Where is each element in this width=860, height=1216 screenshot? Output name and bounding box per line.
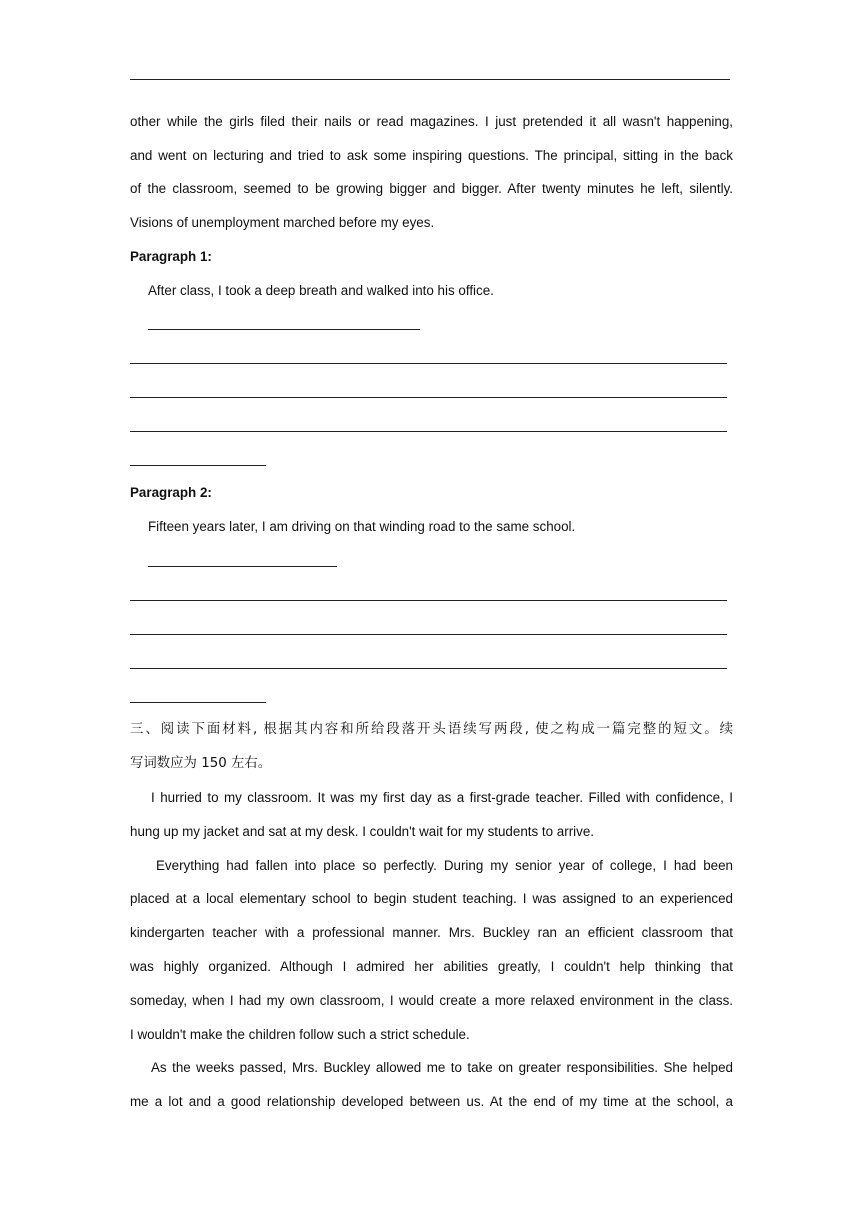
passage-line-2: and went on lecturing and tried to ask some inspiring questions. The principal, sitting in the back — [130, 148, 733, 163]
answer-line — [130, 363, 727, 364]
answer-line — [130, 634, 727, 635]
paragraph1-heading: Paragraph 1: — [130, 249, 212, 264]
story-line-7: someday, when I had my own classroom, I would create a more relaxed environment in the class. — [130, 993, 733, 1008]
paragraph2-opening: Fifteen years later, I am driving on that winding road to the same school. — [148, 519, 576, 534]
passage-line-4: Visions of unemployment marched before my eyes. — [130, 215, 435, 230]
answer-line — [148, 566, 337, 567]
section3-instruction-line-2: 写词数应为 150 左右。 — [130, 756, 272, 771]
story-line-10: me a lot and a good relationship developed between us. At the end of my time at the school, a — [130, 1094, 733, 1109]
answer-line — [130, 668, 727, 669]
answer-line — [130, 431, 727, 432]
paragraph2-heading: Paragraph 2: — [130, 485, 212, 500]
passage-line-1: other while the girls filed their nails or read magazines. I just pretended it all wasn't happening, — [130, 114, 733, 129]
answer-line — [130, 465, 266, 466]
story-line-5: kindergarten teacher with a professional manner. Mrs. Buckley ran an efficient classroom that — [130, 925, 733, 940]
passage-line-3: of the classroom, seemed to be growing bigger and bigger. After twenty minutes he left, silently. — [130, 181, 733, 196]
story-line-3: Everything had fallen into place so perfectly. During my senior year of college, I had been — [156, 858, 733, 873]
answer-line — [130, 702, 266, 703]
answer-line — [130, 600, 727, 601]
story-line-1: I hurried to my classroom. It was my first day as a first-grade teacher. Filled with confidence, I — [151, 790, 733, 805]
story-line-2: hung up my jacket and sat at my desk. I couldn't wait for my students to arrive. — [130, 824, 595, 839]
answer-line — [130, 397, 727, 398]
story-line-9: As the weeks passed, Mrs. Buckley allowed me to take on greater responsibilities. She helped — [151, 1060, 733, 1075]
story-line-4: placed at a local elementary school to begin student teaching. I was assigned to an experienced — [130, 891, 733, 906]
story-line-8: I wouldn't make the children follow such a strict schedule. — [130, 1027, 470, 1042]
paragraph1-opening: After class, I took a deep breath and walked into his office. — [148, 283, 494, 298]
top-rule — [130, 79, 730, 80]
story-line-6: was highly organized. Although I admired her abilities greatly, I couldn't help thinking that — [130, 959, 733, 974]
section3-instruction-line-1: 三、阅读下面材料, 根据其内容和所给段落开头语续写两段, 使之构成一篇完整的短文。续 — [130, 722, 733, 737]
answer-line — [148, 329, 420, 330]
